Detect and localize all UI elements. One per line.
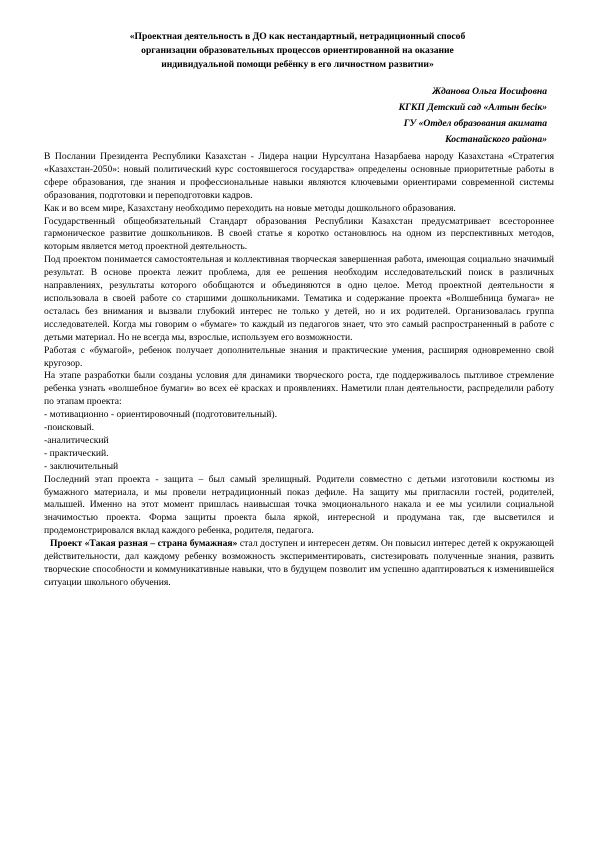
author-org-1: КГКП Детский сад «Алтын бесік»: [398, 102, 547, 113]
paragraph-project-definition: Под проектом понимается самостоятельная и коллективная творческая завершенная работа, имеющая социально значимый результат. В основе проекта лежит проблема, для ее решения необходим исследовательский поиск в различных направлениях, результаты которого обобщаются и объединяются в одно целое. Метод проектной деятельности я использовала в своей работе со старшими дошкольниками. Тематика и содержание проекта «Волшебница бумага» не осталась без внимания и вызвали глубокий интерес не только у детей, но и их родителей. Организовалась группа исследователей. Когда мы говорим о «бумаге» то каждый из педагогов знает, что это самый распространенный в работе с детьми материал. Но не всегда мы, взрослые, используем его возможности.: [44, 254, 554, 343]
document-title: [50, 30, 545, 72]
paragraph-working-with-paper: Работая с «бумагой», ребенок получает дополнительные знания и практические умения, расширяя одновременно свой кругозор.: [44, 344, 554, 369]
title-line-2: организации образовательных процессов ориентированной на оказание: [141, 45, 454, 56]
paragraph-message: В Послании Президента Республики Казахстан - Лидера нации Нурсултана Назарбаева народу Казахстана «Стратегия «Казахстан-2050»: новый политический курс состоявшегося государства» определены основные приоритетные работы в сфере образования, где знания и профессиональные навыки являются ключевыми ориентирами современной системы образования, подготовки и переподготовки кадров.: [44, 151, 554, 201]
title-line-3: индивидуальной помощи ребёнку в его личностном развитии»: [161, 59, 434, 70]
title-line-1: «Проектная деятельность в ДО как нестандартный, нетрадиционный способ: [129, 31, 466, 42]
paragraph-standard: Государственный общеобязательный Стандарт образования Республики Казахстан предусматривает всестороннее гармоническое развитие дошкольников. В своей статье я коротко остановлюсь на одном из перспективных методов, которым является метод проектной деятельность.: [44, 215, 554, 253]
author-name: Жданова Ольга Иосифовна: [432, 86, 547, 97]
author-block: [399, 84, 547, 148]
list-item-stage-5: - заключительный: [44, 460, 119, 472]
list-item-stage-2: -поисковый.: [44, 422, 94, 434]
document-body: [44, 151, 554, 590]
project-name-bold: Проект «Такая разная – страна бумажная»: [50, 538, 238, 550]
author-org-2: ГУ «Отдел образования акимата: [403, 118, 547, 129]
list-item-stage-4: - практический.: [44, 447, 109, 459]
paragraph-new-methods: Как и во всем мире, Казахстану необходимо переходить на новые методы дошкольного образования.: [44, 202, 456, 214]
list-item-stage-1: - мотивационно - ориентировочный (подготовительный).: [44, 409, 277, 421]
conclusion-text: стал доступен и интересен детям. Он повысил интерес детей к окружающей действительности, дал каждому ребенку возможность экспериментировать, систезировать полученные знания, развить творческие способности и коммуникативные навыки, что в будущем позволит им успешно адаптироваться к изменившейся ситуации школьного обучения.: [44, 538, 554, 588]
paragraph-final-stage: Последний этап проекта - защита – был самый зрелищный. Родители совместно с детьми изготовили костюмы из бумажного материала, и мы провели нетрадиционный показ дефиле. На защиту мы пригласили гостей, родителей, малышей. Именно на этот момент пришлась наивысшая точка эмоционального накала и ее мы усилили социальной значимостью проекта. Форма защиты проекта была яркой, интересной и продумана так, где высветился и продемонстрировался вклад каждого ребенка, родителя, педагога.: [44, 473, 554, 537]
list-item-stage-3: -аналитический: [44, 434, 109, 446]
paragraph-development-stage: На этапе разработки были созданы условия для динамики творческого роста, где поддерживалось пытливое стремление ребенка узнать «волшебное бумаги» во всех её красках и проявлениях. Наметили план деятельности, распределили работу по этапам проекта:: [44, 370, 554, 408]
paragraph-conclusion: [44, 538, 554, 590]
author-org-3: Костанайского района»: [445, 134, 547, 145]
